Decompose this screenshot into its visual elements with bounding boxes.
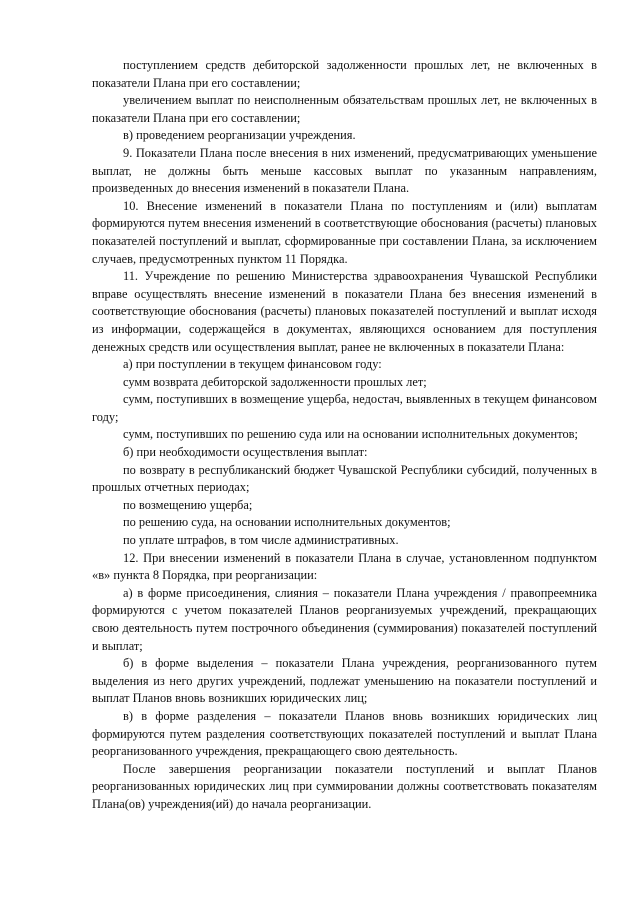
paragraph-11-a: а) при поступлении в текущем финансовом году: (123, 357, 382, 372)
paragraph-item-10: 10. Внесение изменений в показатели Плана по поступлениям и (или) выплатам формируются путем внесения изменений в соответствующие обоснования (расчеты) плановых показателей поступлений и выплат, сформированные при составлении Плана, за исключением случаев, предусмотренных пунктом 11 Порядка. (92, 198, 597, 266)
paragraph-11-a-3: сумм, поступивших по решению суда или на основании исполнительных документов; (123, 427, 578, 442)
paragraph-receipts-debt: поступлением средств дебиторской задолженности прошлых лет, не включенных в показатели Плана при его составлении; (92, 58, 597, 90)
paragraph-11-b-3: по решению суда, на основании исполнительных документов; (123, 515, 451, 530)
paragraph-12-c: в) в форме разделения – показатели Планов вновь возникших юридических лиц формируются путем разделения соответствующих показателей поступлений и выплат Плана реорганизованного учреждения, прекращающего свою деятельность. (92, 708, 597, 759)
paragraph-after-reorganization: После завершения реорганизации показатели поступлений и выплат Планов реорганизованных юридических лиц при суммировании должны соответствовать показателям Плана(ов) учреждения(ий) до начала реорганизации. (92, 761, 597, 811)
paragraph-11-a-2: сумм, поступивших в возмещение ущерба, недостач, выявленных в текущем финансовом году; (92, 392, 597, 424)
paragraph-item-9: 9. Показатели Плана после внесения в них изменений, предусматривающих уменьшение выплат, не должны быть меньше кассовых выплат по указанным направлениям, произведенных до внесения изменений в показатели Плана. (92, 145, 597, 196)
paragraph-item-11: 11. Учреждение по решению Министерства здравоохранения Чувашской Республики вправе осуществлять внесение изменений в показатели Плана без внесения изменений в соответствующие обоснования (расчеты) плановых показателей поступлений и выплат исходя из информации, содержащейся в документах, являющихся основанием для поступления денежных средств или осуществления выплат, ранее не включенных в показатели Плана: (92, 269, 597, 354)
paragraph-12-a: а) в форме присоединения, слияния – показатели Плана учреждения / правопреемника формируются с учетом показателей Планов реорганизуемых учреждений, прекращающих свою деятельность путем построчного объединения (суммирования) показателей поступлений и выплат; (92, 585, 597, 653)
paragraph-increase-payments: увеличением выплат по неисполненным обязательствам прошлых лет, не включенных в показатели Плана при его составлении; (92, 93, 597, 125)
paragraph-11-b-2: по возмещению ущерба; (123, 497, 253, 512)
paragraph-11-a-1: сумм возврата дебиторской задолженности прошлых лет; (123, 374, 427, 389)
document-page (92, 57, 597, 814)
paragraph-item-12: 12. При внесении изменений в показатели Плана в случае, установленном подпунктом «в» пункта 8 Порядка, при реорганизации: (92, 550, 597, 583)
paragraph-11-b-4: по уплате штрафов, в том числе административных. (123, 533, 399, 548)
paragraph-reorganization: в) проведением реорганизации учреждения. (123, 128, 356, 143)
paragraph-11-b: б) при необходимости осуществления выплат: (123, 445, 368, 460)
paragraph-11-b-1: по возврату в республиканский бюджет Чувашской Республики субсидий, полученных в прошлых отчетных периодах; (92, 462, 597, 495)
paragraph-12-b: б) в форме выделения – показатели Плана учреждения, реорганизованного путем выделения из него других учреждений, подлежат уменьшению на показатели поступлений и выплат Планов вновь возникших юридических лиц; (92, 656, 597, 706)
